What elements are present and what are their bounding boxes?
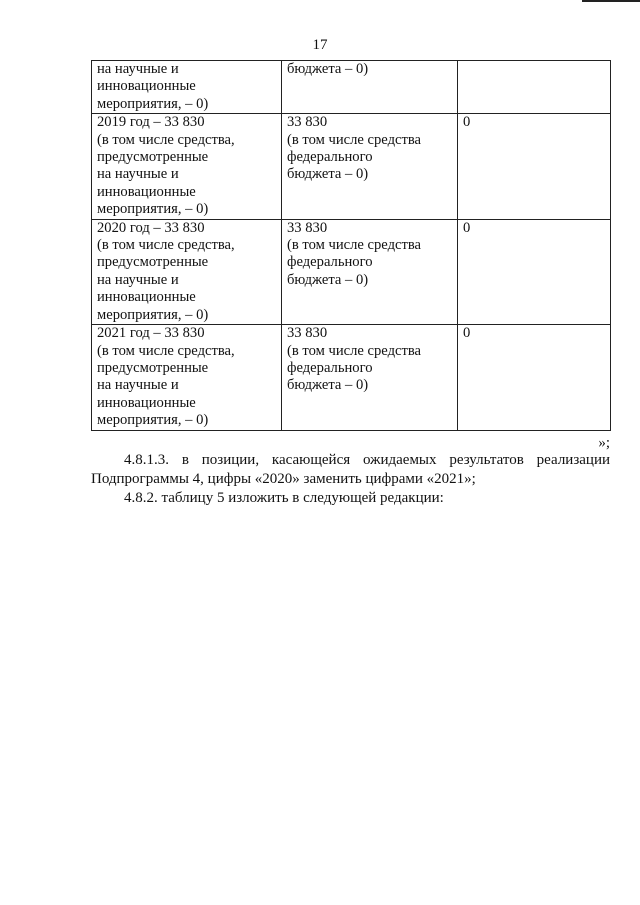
table-cell-other: 0: [458, 114, 611, 219]
table-cell-total: 2020 год – 33 830 (в том числе средства, предусмотренные на научные и инновационные мероприятия, – 0): [92, 219, 282, 324]
table-cell-federal: 33 830 (в том числе средства федерального бюджета – 0): [282, 219, 458, 324]
table-cell-federal: 33 830 (в том числе средства федерального бюджета – 0): [282, 325, 458, 430]
paragraph-text: 4.8.2. таблицу 5 изложить в следующей редакции:: [124, 490, 444, 506]
closing-quote: »;: [598, 435, 610, 451]
paragraph-4-8-1-3: [91, 451, 610, 489]
paragraph-text: 4.8.1.3. в позиции, касающейся ожидаемых результатов реализации Подпрограммы 4, цифры «2020» заменить цифрами «2021»;: [91, 452, 610, 487]
table-cell-total: 2019 год – 33 830 (в том числе средства, предусмотренные на научные и инновационные мероприятия, – 0): [92, 114, 282, 219]
table-cell-other: 0: [458, 219, 611, 324]
table-row: [92, 325, 611, 430]
table-cell-total: на научные и инновационные мероприятия, – 0): [92, 61, 282, 114]
table-row: [92, 61, 611, 114]
table-cell-federal: бюджета – 0): [282, 61, 458, 114]
table-row: [92, 114, 611, 219]
table-cell-total: 2021 год – 33 830 (в том числе средства, предусмотренные на научные и инновационные мероприятия, – 0): [92, 325, 282, 430]
funding-table: [91, 60, 611, 431]
table-cell-other: [458, 61, 611, 114]
table-cell-other: 0: [458, 325, 611, 430]
paragraph-4-8-2: [91, 489, 610, 508]
page-number: 17: [312, 37, 328, 53]
page-corner-mark: [582, 0, 640, 4]
table-cell-federal: 33 830 (в том числе средства федерального бюджета – 0): [282, 114, 458, 219]
table-row: [92, 219, 611, 324]
